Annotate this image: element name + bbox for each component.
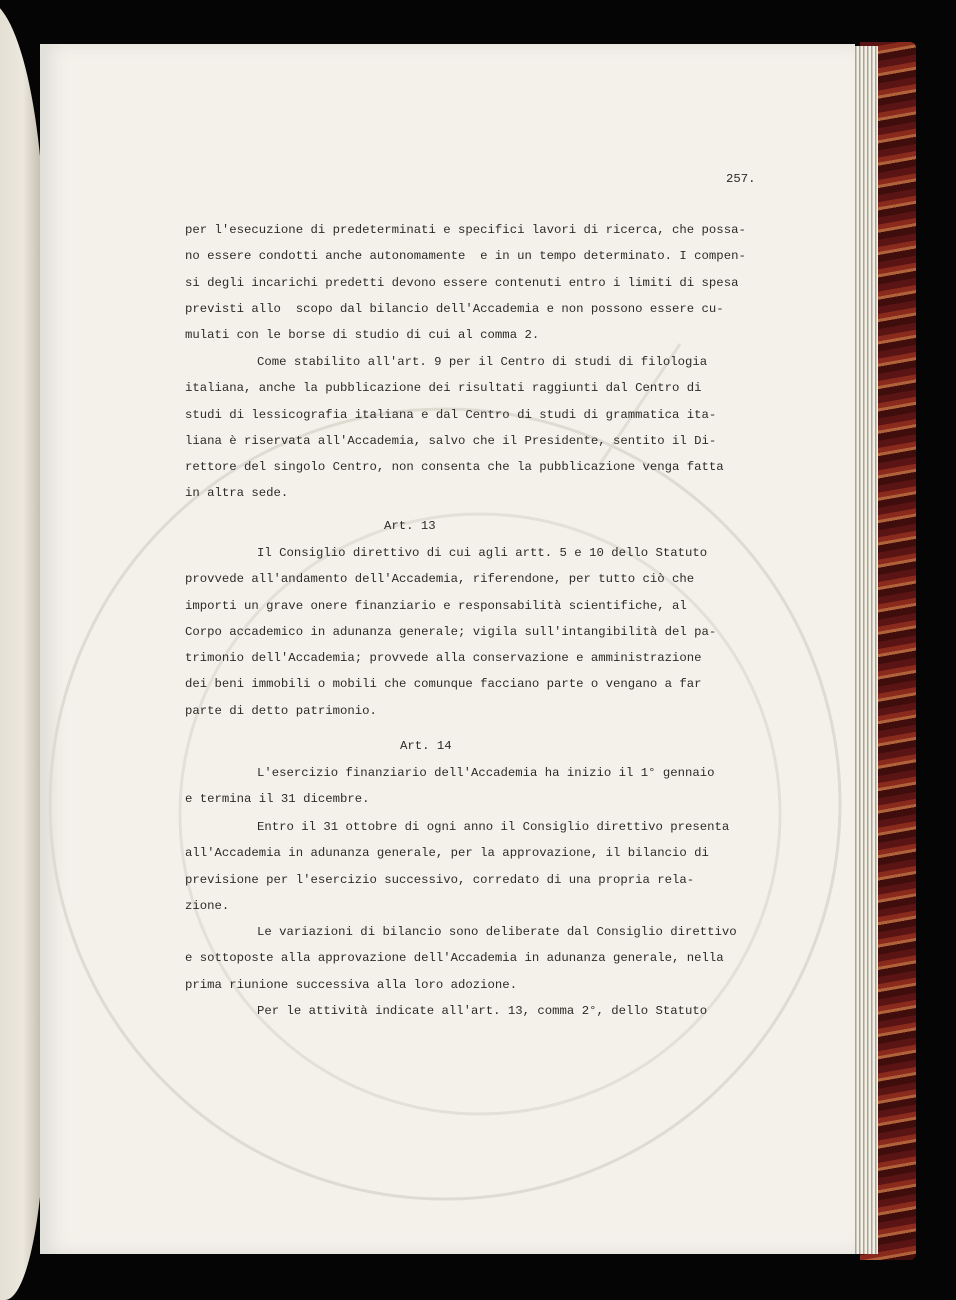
text-line: Corpo accademico in adunanza generale; vigila sull'intangibilità del pa- xyxy=(185,624,717,639)
text-line: importi un grave onere finanziario e responsabilità scientifiche, al xyxy=(185,598,687,613)
text-line: studi di lessicografia italiana e dal Centro di studi di grammatica ita- xyxy=(185,407,717,422)
text-line: trimonio dell'Accademia; provvede alla conservazione e amministrazione xyxy=(185,651,702,666)
paragraph xyxy=(185,998,707,1024)
paragraph xyxy=(185,349,724,507)
text-line: prima riunione successiva alla loro adozione. xyxy=(185,977,518,992)
text-line: e sottoposte alla approvazione dell'Accademia in adunanza generale, nella xyxy=(185,951,724,966)
text-line: liana è riservata all'Accademia, salvo che il Presidente, sentito il Di- xyxy=(185,433,717,448)
paragraph xyxy=(185,919,737,998)
text-line: Il Consiglio direttivo di cui agli artt. 5 e 10 dello Statuto xyxy=(257,546,708,560)
text-line: dei beni immobili o mobili che comunque facciano parte o vengano a far xyxy=(185,677,702,692)
text-line: Per le attività indicate all'art. 13, comma 2°, dello Statuto xyxy=(257,1004,708,1018)
left-page-edge xyxy=(0,0,45,1300)
text-line: previsione per l'esercizio successivo, corredato di una propria rela- xyxy=(185,872,695,887)
text-line: provvede all'andamento dell'Accademia, riferendone, per tutto ciò che xyxy=(185,572,695,587)
text-line: rettore del singolo Centro, non consenta che la pubblicazione venga fatta xyxy=(185,460,724,475)
paragraph xyxy=(185,760,715,813)
text-line: all'Accademia in adunanza generale, per la approvazione, il bilancio di xyxy=(185,846,709,861)
text-line: si degli incarichi predetti devono essere contenuti entro i limiti di spesa xyxy=(185,275,739,290)
page-number: 257. xyxy=(726,172,756,186)
text-line: previsti allo scopo dal bilancio dell'Accademia e non possono essere cu- xyxy=(185,301,724,316)
paragraph xyxy=(185,540,716,724)
paragraph xyxy=(185,217,746,348)
text-line: mulati con le borse di studio di cui al comma 2. xyxy=(185,328,540,343)
text-line: e termina il 31 dicembre. xyxy=(185,792,370,807)
text-line: L'esercizio finanziario dell'Accademia ha inizio il 1° gennaio xyxy=(257,766,715,780)
text-line: zione. xyxy=(185,898,230,913)
paragraph xyxy=(185,814,729,919)
text-line: no essere condotti anche autonomamente e in un tempo determinato. I compen- xyxy=(185,249,746,264)
text-line: parte di detto patrimonio. xyxy=(185,703,377,718)
text-line: italiana, anche la pubblicazione dei risultati raggiunti dal Centro di xyxy=(185,381,702,396)
text-line: Entro il 31 ottobre di ogni anno il Consiglio direttivo presenta xyxy=(257,820,730,834)
text-line: Le variazioni di bilancio sono deliberate dal Consiglio direttivo xyxy=(257,925,737,939)
heading-art-13: Art. 13 xyxy=(384,519,436,533)
text-line: in altra sede. xyxy=(185,486,289,501)
text-line: per l'esecuzione di predeterminati e specifici lavori di ricerca, che possa- xyxy=(185,223,746,237)
text-line: Come stabilito all'art. 9 per il Centro di studi di filologia xyxy=(257,355,708,369)
heading-art-14: Art. 14 xyxy=(400,739,452,753)
